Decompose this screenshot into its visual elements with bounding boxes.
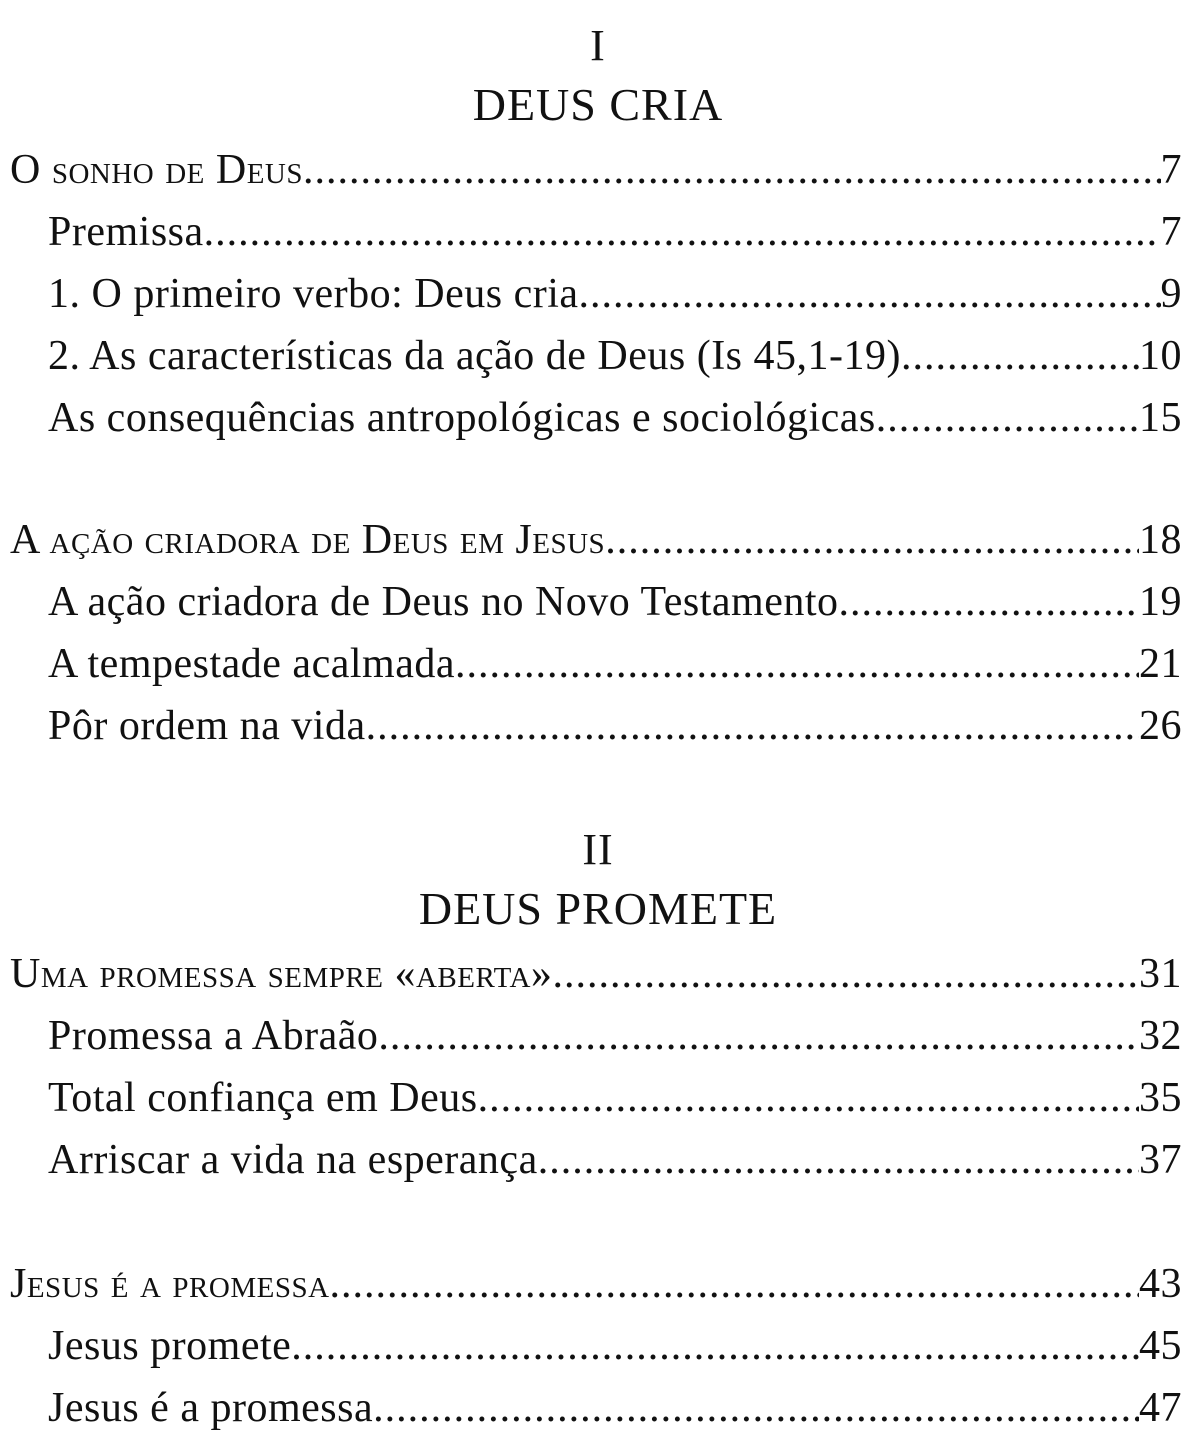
dot-leader [552, 948, 1139, 1000]
toc-entry[interactable] [48, 1134, 1182, 1186]
page-number: 45 [1139, 1323, 1182, 1369]
entry-title: Total confiança em Deus [48, 1075, 478, 1121]
toc-entry[interactable] [48, 1382, 1182, 1434]
dot-leader [876, 392, 1139, 444]
page-number: 9 [1160, 271, 1182, 317]
toc-entry[interactable] [48, 1320, 1182, 1372]
page-number: 32 [1139, 1013, 1182, 1059]
entry-title: A tempestade acalmada [48, 641, 455, 687]
page-number: 21 [1139, 641, 1182, 687]
dot-leader [373, 1382, 1139, 1434]
toc-entry[interactable] [48, 268, 1182, 320]
dot-leader [291, 1320, 1139, 1372]
entry-title: A ação criadora de Deus no Novo Testamento [48, 579, 839, 625]
page-number: 7 [1160, 147, 1182, 193]
dot-leader [579, 268, 1161, 320]
part-title: DEUS CRIA [472, 79, 724, 130]
toc-chapter-entry[interactable] [10, 514, 1182, 566]
dot-leader [303, 144, 1160, 196]
page-number: 35 [1139, 1075, 1182, 1121]
page-number: 26 [1139, 703, 1182, 749]
dot-leader [330, 1258, 1139, 1310]
toc-entry[interactable] [48, 1072, 1182, 1124]
entry-title: 1. O primeiro verbo: Deus cria [48, 271, 579, 317]
part-number: I [590, 21, 606, 70]
dot-leader [455, 638, 1139, 690]
entry-title: Premissa [48, 209, 204, 255]
toc-entry[interactable] [48, 638, 1182, 690]
dot-leader [605, 514, 1139, 566]
entry-title: Pôr ordem na vida [48, 703, 366, 749]
toc-entry[interactable] [48, 330, 1182, 382]
page-number: 18 [1139, 517, 1182, 563]
toc-chapter-entry[interactable] [10, 1258, 1182, 1310]
dot-leader [366, 700, 1139, 752]
toc-entry[interactable] [48, 576, 1182, 628]
entry-title: Jesus é a promessa [48, 1385, 374, 1431]
entry-title: Jesus promete [48, 1323, 292, 1369]
dot-leader [478, 1072, 1139, 1124]
page-number: 15 [1139, 395, 1182, 441]
page-number: 37 [1139, 1137, 1182, 1183]
entry-title: 2. As características da ação de Deus (Is 45,1-19) [48, 333, 902, 379]
chapter-title: O sonho de Deus [10, 147, 304, 193]
chapter-title: A ação criadora de Deus em Jesus [10, 517, 606, 563]
page-number: 31 [1139, 951, 1182, 997]
dot-leader [378, 1010, 1139, 1062]
toc-entry[interactable] [48, 392, 1182, 444]
dot-leader [204, 206, 1161, 258]
page-number: 43 [1139, 1261, 1182, 1307]
toc-entry[interactable] [48, 206, 1182, 258]
part-title: DEUS PROMETE [418, 883, 778, 934]
dot-leader [901, 330, 1139, 382]
toc-entry[interactable] [48, 1010, 1182, 1062]
page-number: 7 [1160, 209, 1182, 255]
dot-leader [839, 576, 1139, 628]
page-number: 19 [1139, 579, 1182, 625]
toc-entry[interactable] [48, 700, 1182, 752]
entry-title: Promessa a Abraão [48, 1013, 379, 1059]
part-number: II [582, 825, 614, 874]
toc-chapter-entry[interactable] [10, 948, 1182, 1000]
page-number: 10 [1139, 333, 1182, 379]
entry-title: As consequências antropológicas e sociológicas [48, 395, 876, 441]
toc-chapter-entry[interactable] [10, 144, 1182, 196]
entry-title: Arriscar a vida na esperança [48, 1137, 538, 1183]
chapter-title: Uma promessa sempre «aberta» [10, 951, 553, 997]
chapter-title: Jesus é a promessa [10, 1261, 330, 1307]
dot-leader [538, 1134, 1139, 1186]
page-number: 47 [1139, 1385, 1182, 1431]
